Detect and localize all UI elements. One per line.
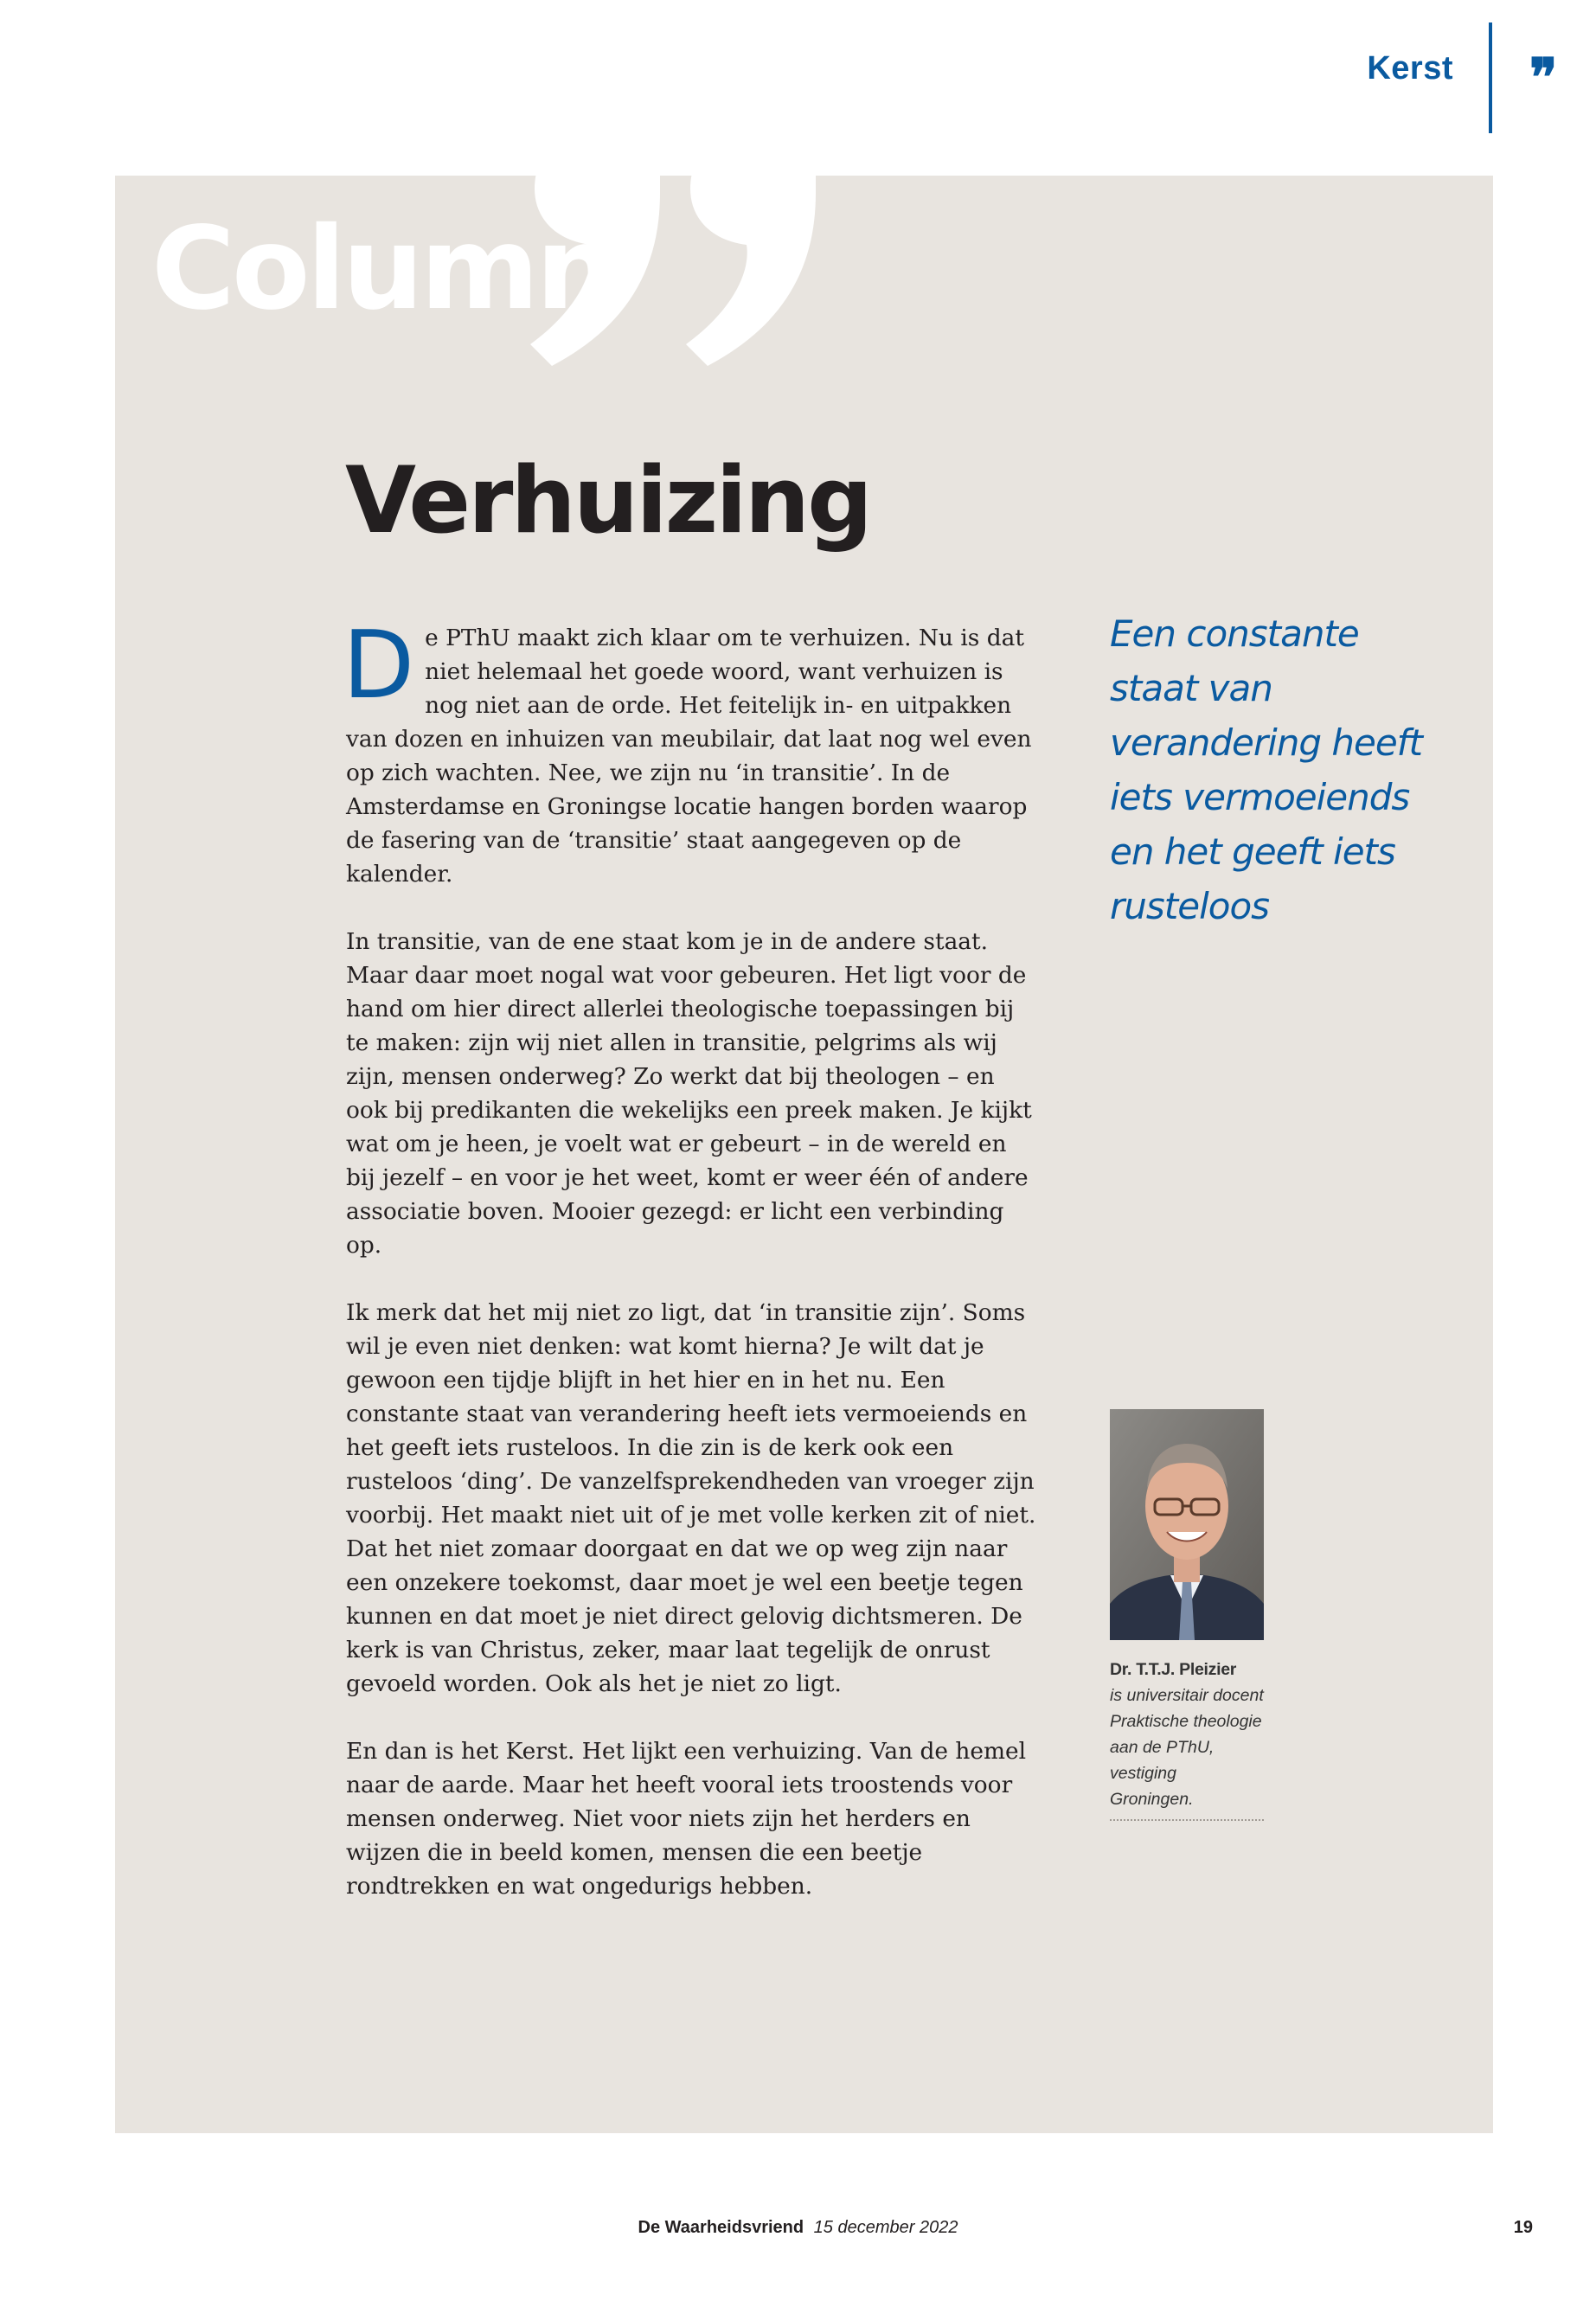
author-name: Dr. T.T.J. Pleizier (1110, 1660, 1237, 1679)
column-panel (115, 176, 1493, 2133)
paragraph: In transitie, van de ene staat kom je in de andere staat. Maar daar moet nogal wat voor gebeuren. Het ligt voor de hand om hier direct allerlei theologische toepassingen bij te maken: zijn wij niet allen in transitie, pelgrims als wij zijn, mensen onderweg? Zo werkt dat bij theologen – en ook bij predikanten die wekelijks een preek maken. Je kijkt wat om je heen, je voelt wat er gebeurt – in de wereld en bij jezelf – en voor je het weet, komt er weer één of andere associatie boven. Mooier gezegd: er licht een verbinding op. (346, 928, 1032, 1259)
pull-quote: Een constante staat van verandering heeft iets vermoeiends en het geeft iets rusteloos (1110, 612, 1422, 927)
footer-publication (0, 2218, 1596, 2238)
author-bio: is universitair docent Praktische theologie aan de PThU, vestiging Groningen. (1110, 1686, 1264, 1809)
publication-name: De Waarheidsvriend (638, 2218, 804, 2237)
header-divider (1489, 22, 1492, 133)
article-body (343, 612, 1038, 1937)
page-number: 19 (1513, 2218, 1533, 2237)
paragraph: Ik merk dat het mij niet zo ligt, dat ‘in transitie zijn’. Soms wil je even niet denken: wat komt hierna? Je wilt dat je gewoon een tijdje blijft in het hier en in het nu. Een constante staat van verandering heeft iets vermoeiends en het geeft iets rusteloos. In die zin is de kerk ook een rusteloos ‘ding’. De vanzelfsprekendheden van vroeger zijn voorbij. Het maakt niet uit of je met volle kerken zit of niet. Dat het niet zomaar doorgaat en dat we op weg zijn naar een onzekere toekomst, daar moet je wel een beetje tegen kunnen en dat moet je niet direct gelovig dichtsmeren. De kerk is van Christus, zeker, maar laat tegelijk de onrust gevoeld worden. Ook als het je niet zo ligt. (346, 1299, 1036, 1697)
section-tag: Kerst (1367, 50, 1453, 87)
author-bio-block (1110, 1657, 1264, 1821)
paragraph-text: e PThU maakt zich klaar om te verhuizen. Nu is dat niet helemaal het goede woord, want verhuizen is nog niet aan de orde. Het feitelijk in- en uitpakken van dozen en inhuizen van meubilair, dat laat nog wel even op zich wachten. Nee, we zijn nu ‘in transitie’. In de Amsterdamse en Groningse locatie hangen borden waarop de fasering van de ‘transitie’ staat aangegeven op de kalender. (346, 625, 1032, 888)
author-portrait (1110, 1409, 1264, 1640)
paragraph: En dan is het Kerst. Het lijkt een verhuizing. Van de hemel naar de aarde. Maar het heeft vooral iets troostends voor mensen onderweg. Niet voor niets zijn het herders en wijzen die in beeld komen, mensen die een beetje rondtrekken en wat ongedurigs hebben. (346, 1738, 1027, 1900)
column-kicker: Column (151, 202, 614, 336)
article-title: Verhuizing (345, 447, 871, 554)
drop-cap: D (343, 612, 415, 720)
paragraph (343, 612, 1038, 891)
quote-icon: ❞ (1529, 48, 1558, 108)
publication-date: 15 december 2022 (813, 2218, 958, 2237)
